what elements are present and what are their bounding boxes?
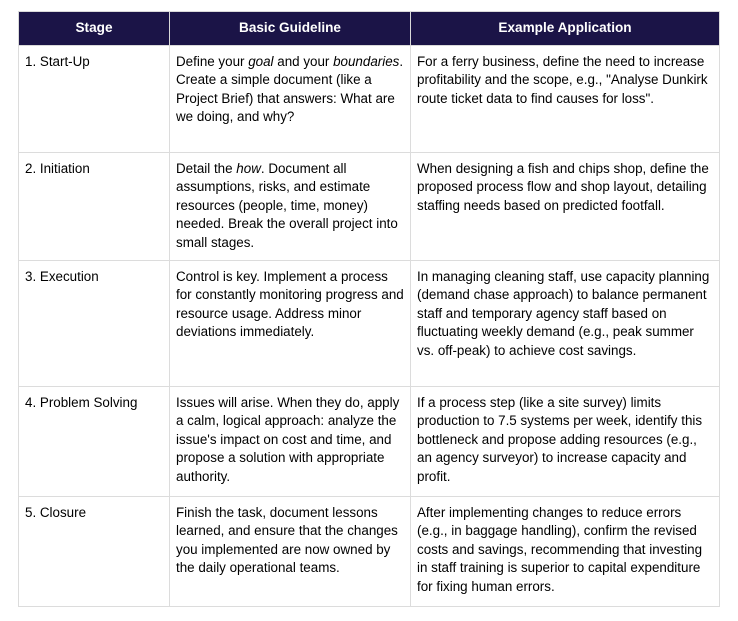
guideline-cell (170, 261, 411, 387)
header-guideline: Basic Guideline (170, 12, 411, 46)
text-segment: Detail the (176, 161, 237, 176)
text-segment: Finish the task, document lessons learned, and ensure that the changes you implemented are now owned by the daily operational teams. (176, 505, 398, 576)
example-cell: When designing a fish and chips shop, define the proposed process flow and shop layout, detailing staffing needs based on predicted footfall. (411, 153, 720, 261)
text-segment: Control is key. Implement a process for constantly monitoring progress and resource usage. Address minor deviations immediately. (176, 269, 404, 340)
table-row (19, 261, 720, 387)
stage-cell: 2. Initiation (19, 153, 170, 261)
header-stage: Stage (19, 12, 170, 46)
stage-cell: 1. Start-Up (19, 46, 170, 153)
table-body (19, 46, 720, 607)
text-segment: . Document all assumptions, risks, and estimate resources (people, time, money) needed. Break the overall project into small stages. (176, 161, 398, 250)
header-example: Example Application (411, 12, 720, 46)
text-segment: Define your (176, 54, 249, 69)
stage-cell: 4. Problem Solving (19, 387, 170, 497)
guideline-cell (170, 387, 411, 497)
example-cell: In managing cleaning staff, use capacity planning (demand chase approach) to balance permanent staff and temporary agency staff based on fluctuating weekly demand (e.g., peak summer vs. off-peak) to achieve cost savings. (411, 261, 720, 387)
table-row (19, 387, 720, 497)
project-stages-table (18, 11, 720, 607)
table-row (19, 153, 720, 261)
example-cell: After implementing changes to reduce errors (e.g., in baggage handling), confirm the revised costs and savings, recommending that investing in staff training is superior to capital expenditure for fixing human errors. (411, 497, 720, 607)
emphasis-text: boundaries (333, 54, 400, 69)
table-header (19, 12, 720, 46)
example-cell: If a process step (like a site survey) limits production to 7.5 systems per week, identify this bottleneck and propose adding resources (e.g., an agency surveyor) to increase capacity and profit. (411, 387, 720, 497)
guideline-cell (170, 46, 411, 153)
header-row (19, 12, 720, 46)
guideline-cell (170, 153, 411, 261)
text-segment: Issues will arise. When they do, apply a calm, logical approach: analyze the issue's impact on cost and time, and propose a solution with appropriate authority. (176, 395, 400, 484)
stage-cell: 5. Closure (19, 497, 170, 607)
example-cell: For a ferry business, define the need to increase profitability and the scope, e.g., "Analyse Dunkirk route ticket data to find causes for loss". (411, 46, 720, 153)
guideline-cell (170, 497, 411, 607)
table-row (19, 46, 720, 153)
emphasis-text: how (236, 161, 261, 176)
emphasis-text: goal (248, 54, 274, 69)
table-row (19, 497, 720, 607)
stage-cell: 3. Execution (19, 261, 170, 387)
text-segment: . Create a simple document (like a Project Brief) that answers: What are we doing, and why? (176, 54, 404, 125)
text-segment: and your (273, 54, 334, 69)
